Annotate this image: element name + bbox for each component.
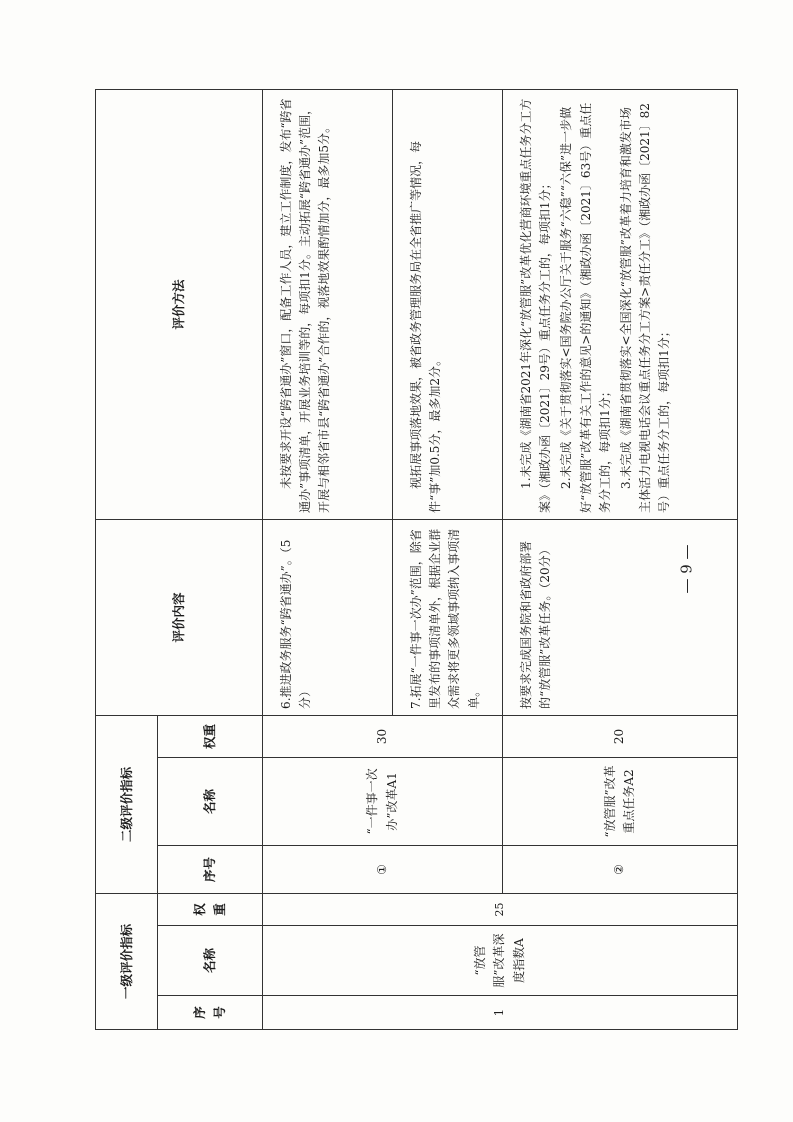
method-cell <box>503 89 738 519</box>
method-text: 2.未完成《关于贯彻落实<国务院办公厅关于服务“六稳”“六保”进一步做好“放管服”改革有关工作的意见>的通知》（湘政办函〔2021〕63号）重点任务分工的，每项扣1分； <box>559 102 612 513</box>
level1-header: 一级评价指标 <box>96 893 158 1029</box>
level2-weight-cell: 30 <box>263 715 503 757</box>
method-text: 1.未完成《湖南省2021年深化“放管服”改革优化营商环境重点任务分工方案》（湘政办函〔2021〕29号）重点任务分工的，每项扣1分； <box>519 98 553 513</box>
level1-seq-cell: 1 <box>263 996 738 1030</box>
evaluation-table-rotated <box>95 90 738 1030</box>
table-row <box>503 89 738 1029</box>
level1-weight-header: 权重 <box>158 893 263 925</box>
level2-weight-cell: 20 <box>503 715 738 757</box>
method-cell <box>393 89 503 519</box>
method-header: 评价方法 <box>96 89 263 519</box>
level1-seq-header: 序号 <box>158 996 263 1030</box>
level1-name-header: 名称 <box>158 926 263 996</box>
level2-header: 二级评价指标 <box>96 715 158 893</box>
content-cell: 6.推进政务服务“跨省通办”。（5分） <box>263 519 393 715</box>
page-number: — 9 — <box>677 544 696 594</box>
evaluation-table <box>95 89 738 1030</box>
method-text: 视拓展事项落地效果，被省政务管理服务局在全省推广等情况，每件“事”加0.5分，最多加2分。 <box>409 140 443 513</box>
method-text: 未按要求开设“跨省通办”窗口，配备工作人员，建立工作制度，发布“跨省通办”事项清单，开展业务培训等的，每项扣1分。主动拓展“跨省通办”范围，开展与相邻省市县“跨省通办”合作的，视落地效果酌情加分，最多加5分。 <box>279 98 332 513</box>
level2-seq-header: 序号 <box>158 845 263 893</box>
level2-name-header: 名称 <box>158 757 263 845</box>
level2-name-cell: “一件事一次办”改革A1 <box>263 757 503 845</box>
level1-name-cell: “放管服”改革深度指数A <box>263 926 738 996</box>
header-row-1 <box>96 89 158 1029</box>
method-text: 3.未完成《湖南省贯彻落实<全国深化“放管服”改革着力培育和激发市场主体活力电视电话会议重点任务分工方案>责任分工》（湘政办函〔2021〕82号）重点任务分工的，每项扣1分； <box>618 103 672 513</box>
content-header: 评价内容 <box>96 519 263 715</box>
method-cell <box>263 89 393 519</box>
content-cell: 按要求完成国务院和省政府部署的“放管服”改革任务。（20分） <box>503 519 738 715</box>
level2-seq-cell: ② <box>503 845 738 893</box>
level1-weight-cell: 25 <box>263 893 738 925</box>
level2-name-cell: “放管服”改革重点任务A2 <box>503 757 738 845</box>
level2-seq-cell: ① <box>263 845 503 893</box>
level2-weight-header: 权重 <box>158 715 263 757</box>
table-row <box>263 89 393 1029</box>
content-cell: 7.拓展“一件事一次办”范围，除省里发布的事项清单外，根据企业群众需求将更多领域事项纳入事项清单。 <box>393 519 503 715</box>
